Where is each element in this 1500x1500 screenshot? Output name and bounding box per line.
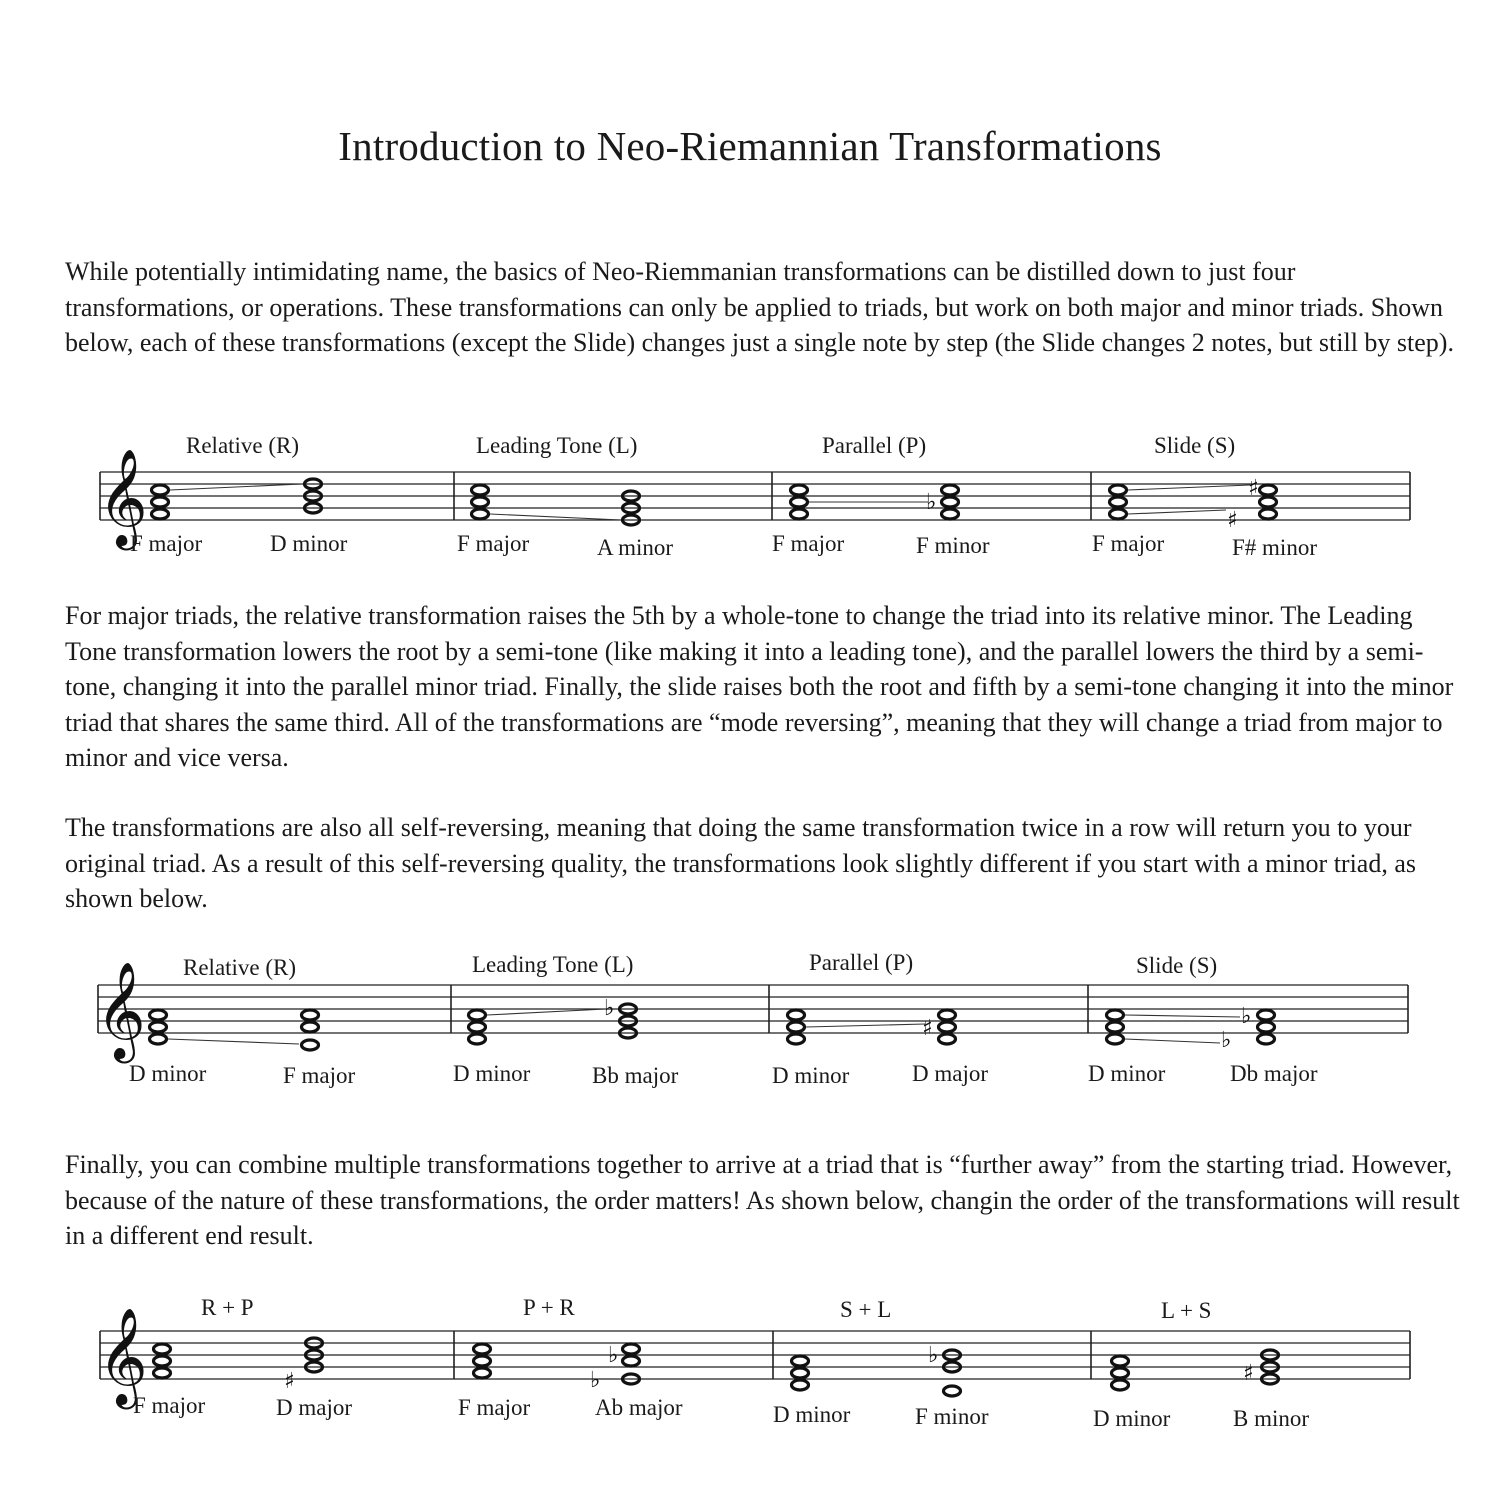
chord-label: D major <box>912 1061 989 1086</box>
measure-title: R + P <box>201 1295 254 1320</box>
staff-example-combined <box>90 1285 1420 1445</box>
flat-icon: ♭ <box>928 1343 939 1368</box>
measure-title: P + R <box>523 1295 575 1320</box>
chord-notes <box>150 1004 1275 1050</box>
accidentals <box>284 1343 1254 1394</box>
chord-label: D minor <box>453 1061 531 1086</box>
intro-paragraph: While potentially intimidating name, the basics of Neo-Riemmanian transformations can be distilled down to just four transformations, or operations. These transformations can only be applied to triads, but work on both major and minor triads. Shown below, each of these transformations (except the Slide) changes just a single note by step (the Slide changes 2 notes, but still by step). <box>65 257 1454 357</box>
staff-lines <box>100 1331 1410 1379</box>
chord-label: F major <box>130 531 203 556</box>
chord-label: F major <box>1092 531 1165 556</box>
measure-title: Relative (R) <box>186 433 300 458</box>
flat-icon: ♭ <box>1241 1004 1252 1029</box>
measure-title: Parallel (P) <box>809 950 914 975</box>
chord-label: F major <box>458 1395 531 1420</box>
treble-clef-icon: 𝄞 <box>98 1307 148 1405</box>
treble-clef-icon: 𝄞 <box>96 961 146 1059</box>
chord-label: D major <box>276 1395 353 1420</box>
sharp-icon: ♯ <box>922 1016 933 1041</box>
chord-label: F major <box>133 1393 206 1418</box>
measure-title: Parallel (P) <box>822 433 927 458</box>
combined-transformations-paragraph: Finally, you can combine multiple transformations together to arrive at a triad that is “further away” from the starting triad. However, because of the nature of these transformations, the order matters! As shown below, changin the order of the transformations will result in a different end result. <box>65 1150 1460 1250</box>
staff-notation-combined <box>90 1285 1420 1445</box>
flat-icon: ♭ <box>608 1343 619 1368</box>
chord-label: D minor <box>1093 1406 1171 1431</box>
measure-title: Relative (R) <box>183 955 297 980</box>
chord-label: B minor <box>1233 1406 1310 1431</box>
sharp-icon: ♯ <box>284 1369 295 1394</box>
chord-label: Bb major <box>592 1063 679 1088</box>
staff-lines <box>98 985 1408 1033</box>
chord-label: D minor <box>1088 1061 1166 1086</box>
self-reversing-paragraph: The transformations are also all self-reversing, meaning that doing the same transformation twice in a row will return you to your original triad. As a result of this self-reversing quality, the transformations look slightly different if you start with a minor triad, as shown below. <box>65 813 1416 913</box>
measure-title: L + S <box>1161 1298 1212 1323</box>
flat-icon: ♭ <box>604 996 615 1021</box>
chord-label: F minor <box>916 533 990 558</box>
chord-label: D minor <box>773 1402 851 1427</box>
chord-notes <box>152 479 1277 525</box>
chord-label: Db major <box>1230 1061 1318 1086</box>
chord-label: D minor <box>772 1063 850 1088</box>
sharp-icon: ♯ <box>1248 476 1259 501</box>
major-explanation-paragraph: For major triads, the relative transformation raises the 5th by a whole-tone to change the triad into its relative minor. The Leading Tone transformation lowers the root by a semi-tone (like making it into a leading tone), and the parallel lowers the third by a semi-tone, changing it into the parallel minor triad. Finally, the slide raises both the root and fifth by a semi-tone changing it into the minor triad that shares the same third. All of the transformations are “mode reversing”, meaning that they will change a triad from major to minor and vice versa. <box>65 601 1454 772</box>
treble-clef-icon: 𝄞 <box>98 448 148 546</box>
chord-label: Ab major <box>595 1395 683 1420</box>
chord-label: A minor <box>597 535 674 560</box>
chord-label: D minor <box>129 1061 207 1086</box>
chord-label: F major <box>772 531 845 556</box>
chord-label: F minor <box>915 1404 989 1429</box>
measure-title: Slide (S) <box>1154 433 1236 458</box>
measure-title: Leading Tone (L) <box>476 433 638 458</box>
voice-leading-lines <box>168 1009 1240 1044</box>
chord-label: D minor <box>270 531 348 556</box>
page-title: Introduction to Neo-Riemannian Transformations <box>338 123 1162 169</box>
accidentals <box>604 996 1251 1053</box>
flat-icon: ♭ <box>926 490 937 515</box>
chord-label: F major <box>283 1063 356 1088</box>
chord-label: F# minor <box>1232 535 1317 560</box>
measure-title: Slide (S) <box>1136 953 1218 978</box>
measure-title: S + L <box>840 1297 892 1322</box>
sharp-icon: ♯ <box>1243 1361 1254 1386</box>
chord-label: F major <box>457 531 530 556</box>
flat-icon: ♭ <box>1221 1028 1232 1053</box>
staff-lines <box>100 472 1410 520</box>
staff-example-minor <box>90 943 1420 1103</box>
flat-icon: ♭ <box>590 1368 601 1393</box>
sharp-icon: ♯ <box>1227 508 1238 533</box>
voice-leading-lines <box>170 484 1250 520</box>
staff-example-major <box>90 423 1420 583</box>
measure-title: Leading Tone (L) <box>472 952 634 977</box>
